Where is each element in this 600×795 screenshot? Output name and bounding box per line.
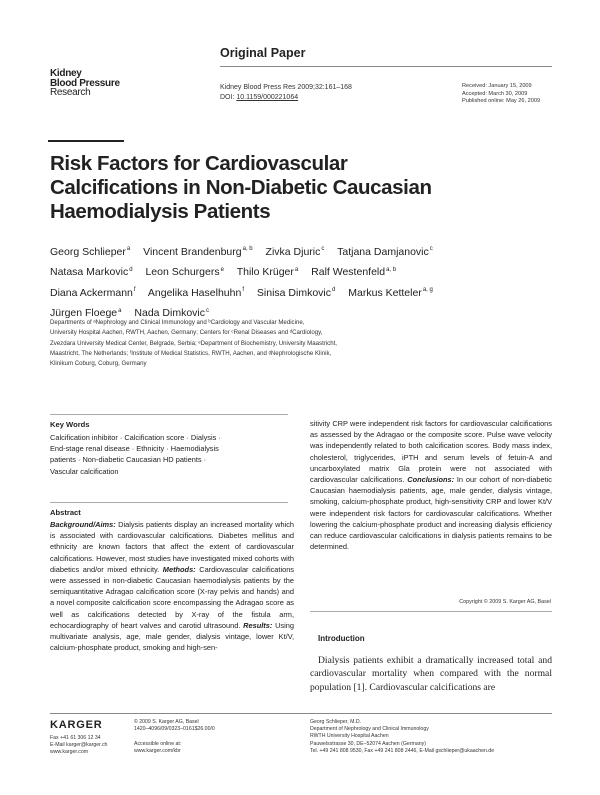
- contact-email[interactable]: E-Mail karger@karger.ch: [50, 742, 108, 749]
- top-rule: [220, 66, 552, 67]
- author: Georg Schlieper$^a$: [50, 245, 131, 258]
- journal-logo-line1: Kidney: [50, 68, 82, 79]
- author: Natasa Markovic$^d$: [50, 266, 133, 278]
- affiliation-line: University Hospital Aachen, RWTH, Aachen, Germany; Centers for ᶜRenal Diseases and ᵈCardiology,: [50, 329, 323, 337]
- affiliation-line: Klinikum Coburg, Coburg, Germany: [50, 360, 147, 368]
- author: Sinisa Dimkovic$^d$: [256, 286, 336, 299]
- correspondence-line: RWTH University Hospital Aachen: [310, 733, 389, 740]
- author: Leon Schurgers$^e$: [145, 266, 224, 278]
- publisher-contact: [50, 735, 107, 757]
- keywords-line: patients · Non-diabetic Caucasian HD patients ·: [50, 455, 207, 465]
- keywords-list: [50, 432, 288, 477]
- journal-logo: [50, 69, 140, 98]
- doi-line: [220, 93, 352, 103]
- keywords-line: Vascular calcification: [50, 466, 119, 476]
- publication-copyright: © 2009 S. Karger AG, Basel: [134, 719, 199, 725]
- keywords-line: End-stage renal disease · Ethnicity · Haemodialysis: [50, 444, 219, 454]
- author: Nada Dimkovic$^c$: [134, 307, 210, 319]
- section-label: Original Paper: [220, 46, 306, 60]
- abstract-heading: Abstract: [50, 508, 81, 517]
- introduction-rule: [310, 611, 552, 612]
- introduction-heading: Introduction: [318, 634, 365, 643]
- author: Markus Ketteler$^{a, g}$: [348, 286, 433, 299]
- journal-logo-line2: Blood Pressure: [50, 77, 120, 89]
- contact-website[interactable]: www.karger.com: [50, 749, 89, 756]
- citation-line: Kidney Blood Press Res 2009;32:161–168: [220, 84, 352, 91]
- contact-fax: Fax +41 61 306 12 34: [50, 735, 101, 741]
- author: Diana Ackermann$^f$: [50, 286, 136, 299]
- author: Thilo Krüger$^a$: [236, 266, 299, 278]
- methods-text: Cardiovascular calcifications were assessed in non-diabetic Caucasian haemodialysis patients by the semiquantitative Adragao calcification score (X-ray pelvis and hands) and a novel composite calcification score encompassing the Adragao score as well as calcifications detected by X-ray of the fistula arm, echocardiography of heart valves and carotid ultrasound.: [50, 564, 294, 630]
- keywords-heading: Key Words: [50, 420, 90, 429]
- title-rule: [48, 140, 124, 142]
- results-label: Results:: [243, 620, 273, 630]
- abstract-left-column: [50, 519, 294, 653]
- correspondence-line: Pauwelsstrasse 30, DE–52074 Aachen (Germany): [310, 740, 426, 747]
- published-date: Published online: May 26, 2009: [462, 98, 541, 104]
- citation: [220, 83, 352, 103]
- affiliations: [50, 318, 480, 369]
- correspondence: [310, 719, 555, 755]
- copyright-line: Copyright © 2009 S. Karger AG, Basel: [459, 599, 551, 605]
- publication-info: [134, 719, 215, 755]
- footer-rule: [50, 713, 552, 714]
- publication-issn: 1420–4096/09/0323–0161$26.00/0: [134, 726, 215, 733]
- accepted-date: Accepted: March 30, 2009: [462, 90, 528, 97]
- background-label: Background/Aims:: [50, 520, 116, 529]
- doi-prefix: DOI:: [220, 94, 237, 101]
- dates: [462, 83, 540, 106]
- journal-logo-line3: Research: [50, 87, 91, 98]
- author: Vincent Brandenburg$^{a, b}$: [143, 245, 253, 258]
- affiliation-line: Departments of ᵃNephrology and Clinical Immunology and ᵇCardiology and Vascular Medicine,: [50, 319, 305, 326]
- conclusions-label: Conclusions:: [407, 475, 455, 485]
- doi-link[interactable]: 10.1159/000221064: [236, 94, 299, 101]
- introduction-text: Dialysis patients exhibit a dramatically increased total and cardiovascular mortality when compared with the normal population [1]. Cardiovascular calcifications are: [310, 655, 552, 693]
- abstract-rule: [50, 502, 288, 503]
- access-url[interactable]: www.karger.com/kbr: [134, 747, 181, 754]
- author: Ralf Westenfeld$^{a, b}$: [311, 266, 397, 278]
- correspondence-line: Georg Schlieper, M.D.: [310, 719, 362, 725]
- article-title: Risk Factors for Cardiovascular Calcifications in Non-Diabetic Caucasian Haemodialysis Patients: [50, 152, 432, 223]
- spacer: [134, 733, 215, 740]
- conclusions-text: In our cohort of non-diabetic Caucasian haemodialysis patients, age, male gender, dialysis vintage, smoking, calcium-phosphate product, high-sensitivity CRP and lower Kt/V were independent risk factors for cardiovascular calcifications. Whether lowering the calcium-phosphate product and increasing dialysis efficiency can reduce cardiovascular calcifications in dialysis patients remains to be determined.: [310, 475, 552, 552]
- author: Jürgen Floege$^a$: [50, 307, 122, 319]
- received-date: Received: January 15, 2009: [462, 83, 532, 89]
- correspondence-line: Department of Nephrology and Clinical Immunology: [310, 726, 429, 733]
- abstract-right-column: [310, 418, 552, 552]
- methods-label: Methods:: [162, 564, 196, 574]
- results-text-start: Using multivariate analysis, age, male gender, dialysis vintage, lower Kt/V, calcium-phosphate product, smoking and high-sen-: [50, 620, 294, 653]
- publisher-logo: KARGER: [50, 719, 103, 731]
- keywords-line: Calcification inhibitor · Calcification score · Dialysis ·: [50, 433, 221, 442]
- author: Tatjana Damjanovic$^c$: [337, 245, 433, 258]
- author-list: [50, 240, 570, 322]
- keywords-rule: [50, 414, 288, 415]
- author: Zivka Djuric$^c$: [265, 245, 325, 258]
- correspondence-line: Tel. +49 241 808 9530, Fax +49 241 808 2446, E-Mail gschlieper@ukaachen.de: [310, 747, 495, 754]
- author: Angelika Haselhuhn$^f$: [147, 286, 244, 299]
- affiliation-line: Maastricht, The Netherlands; ᶠInstitute of Medical Statistics, RWTH, Aachen, and ᵍNephrologische Klinik,: [50, 349, 332, 357]
- affiliation-line: Zvezdara University Medical Center, Belgrade, Serbia; ᵉDepartment of Biochemistry, University Maastricht,: [50, 339, 337, 347]
- access-label: Accessible online at:: [134, 740, 182, 747]
- results-text: sitivity CRP were independent risk factors for cardiovascular calcifications as assessed by the Adragao or the composite score. Pulse wave velocity was independently related to both calcification scores. Body mass index, cholesterol, triglycerides, iPTH and serum levels of fetuin-A and uncarboxylated matrix Gla protein were not associated with cardiovascular calcifications.: [310, 419, 552, 485]
- background-text: Dialysis patients display an increased mortality which is associated with cardiovascular calcifications. Diabetes mellitus and ethnicity are known factors that affect the extent of cardiovascular calcifications. However, most studies have investigated mixed cohorts with diabetics and/or mixed ethnicity.: [50, 520, 294, 574]
